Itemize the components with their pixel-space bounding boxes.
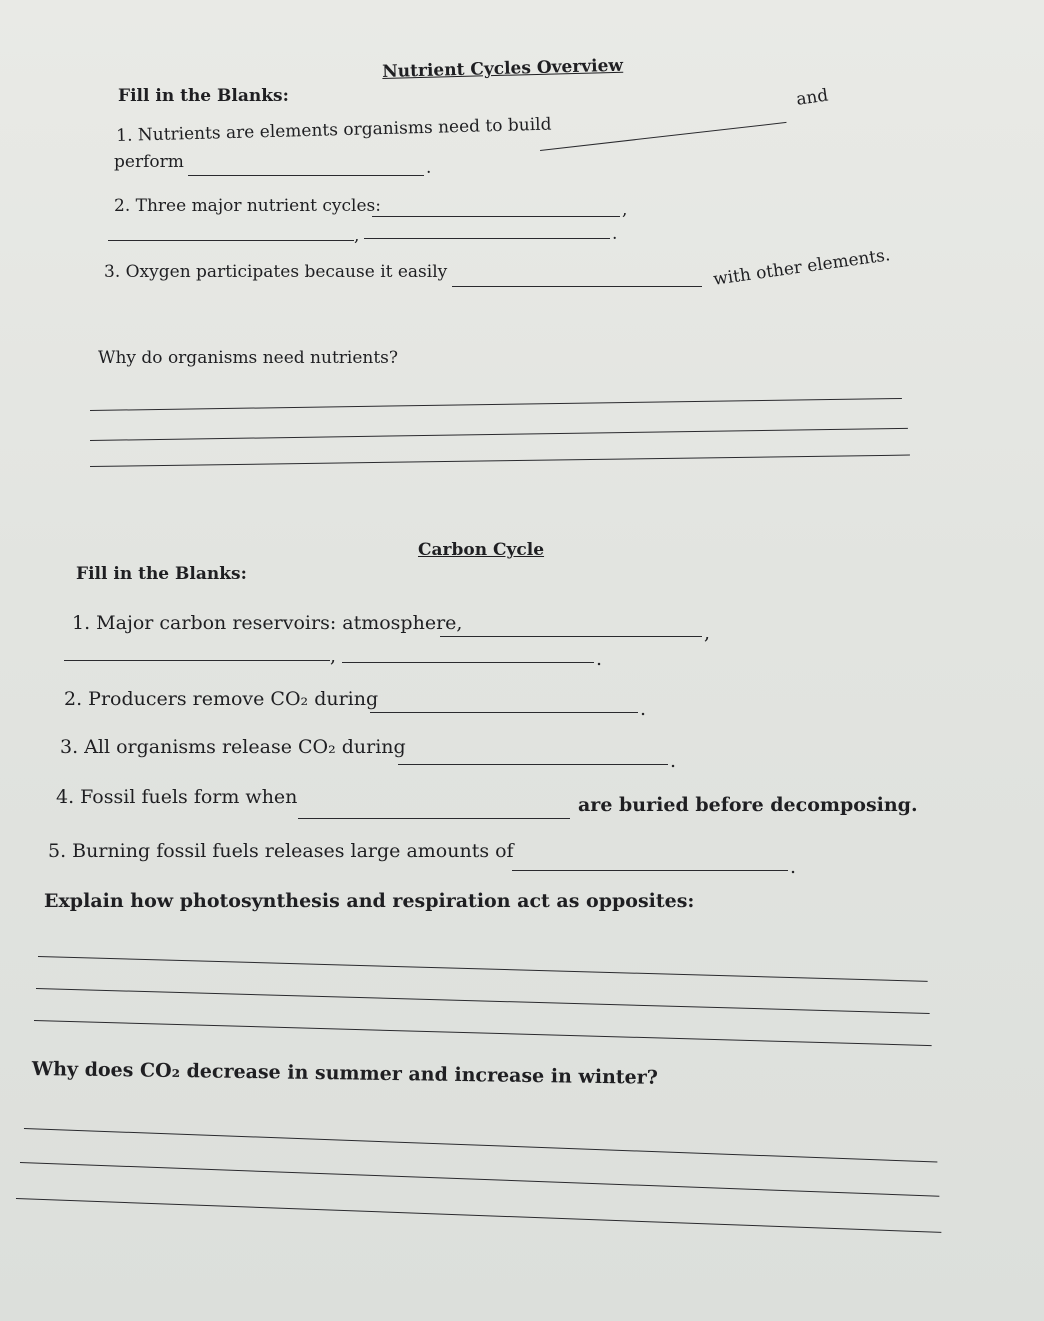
overview-q1-blank-2[interactable] — [188, 175, 424, 176]
carbon-q2-period: . — [640, 698, 647, 720]
carbon-q1-text: 1. Major carbon reservoirs: atmosphere, — [72, 612, 463, 634]
carbon-q2-text: 2. Producers remove CO₂ during — [64, 688, 379, 710]
carbon-title: Carbon Cycle — [418, 540, 545, 560]
overview-why-question: Why do organisms need nutrients? — [98, 348, 399, 368]
carbon-q5-period: . — [790, 856, 797, 878]
overview-q2-blank-3[interactable] — [364, 238, 610, 239]
carbon-q1-comma-1: , — [704, 622, 711, 644]
carbon-q4-blank[interactable] — [298, 818, 570, 819]
why-answer-line-2[interactable] — [20, 1162, 939, 1197]
carbon-q5-blank[interactable] — [512, 870, 788, 871]
overview-q2-comma-2: , — [354, 226, 360, 246]
carbon-q4-end: are buried before decomposing. — [578, 794, 918, 816]
carbon-q1-period: . — [596, 648, 603, 670]
overview-q3-end: with other elements. — [712, 245, 892, 290]
overview-q3-text: 3. Oxygen participates because it easily — [104, 262, 448, 282]
why-answer-line-3[interactable] — [16, 1198, 941, 1233]
overview-fill-heading: Fill in the Blanks: — [118, 86, 289, 106]
explain-answer-line-3[interactable] — [34, 1020, 932, 1046]
overview-q2-blank-1[interactable] — [372, 216, 620, 217]
carbon-explain-question: Explain how photosynthesis and respiration act as opposites: — [44, 890, 695, 912]
carbon-q4-text: 4. Fossil fuels form when — [56, 786, 298, 808]
carbon-q3-period: . — [670, 750, 677, 772]
overview-q1-period: . — [426, 158, 432, 178]
carbon-q3-text: 3. All organisms release CO₂ during — [60, 736, 406, 758]
carbon-why-question: Why does CO₂ decrease in summer and increase in winter? — [31, 1058, 659, 1089]
carbon-fill-heading: Fill in the Blanks: — [76, 564, 247, 584]
q1-and-text: and — [795, 85, 830, 110]
overview-q3-blank[interactable] — [452, 286, 702, 287]
carbon-q1-comma-2: , — [330, 645, 337, 667]
overview-q2-blank-2[interactable] — [108, 240, 354, 241]
carbon-q1-blank-3[interactable] — [342, 662, 594, 663]
why-answer-line-1[interactable] — [24, 1128, 937, 1162]
overview-title: Nutrient Cycles Overview — [382, 55, 624, 82]
carbon-q1-blank-2[interactable] — [64, 660, 330, 661]
explain-answer-line-2[interactable] — [36, 988, 930, 1014]
overview-q1-text: 1. Nutrients are elements organisms need to build — [116, 114, 552, 146]
overview-answer-line-2[interactable] — [90, 428, 908, 441]
explain-answer-line-1[interactable] — [38, 956, 928, 982]
overview-q2-text: 2. Three major nutrient cycles: — [114, 196, 381, 216]
carbon-q1-blank-1[interactable] — [440, 636, 702, 637]
carbon-q3-blank[interactable] — [398, 764, 668, 765]
overview-q2-period: . — [612, 224, 618, 244]
overview-answer-line-3[interactable] — [90, 455, 910, 467]
overview-answer-line-1[interactable] — [90, 398, 902, 411]
overview-q1-perform: perform — [114, 152, 184, 172]
overview-q2-comma-1: , — [622, 200, 628, 220]
overview-q1-blank-1[interactable] — [540, 122, 787, 151]
carbon-q5-text: 5. Burning fossil fuels releases large amounts of — [48, 840, 514, 862]
carbon-q2-blank[interactable] — [370, 712, 638, 713]
